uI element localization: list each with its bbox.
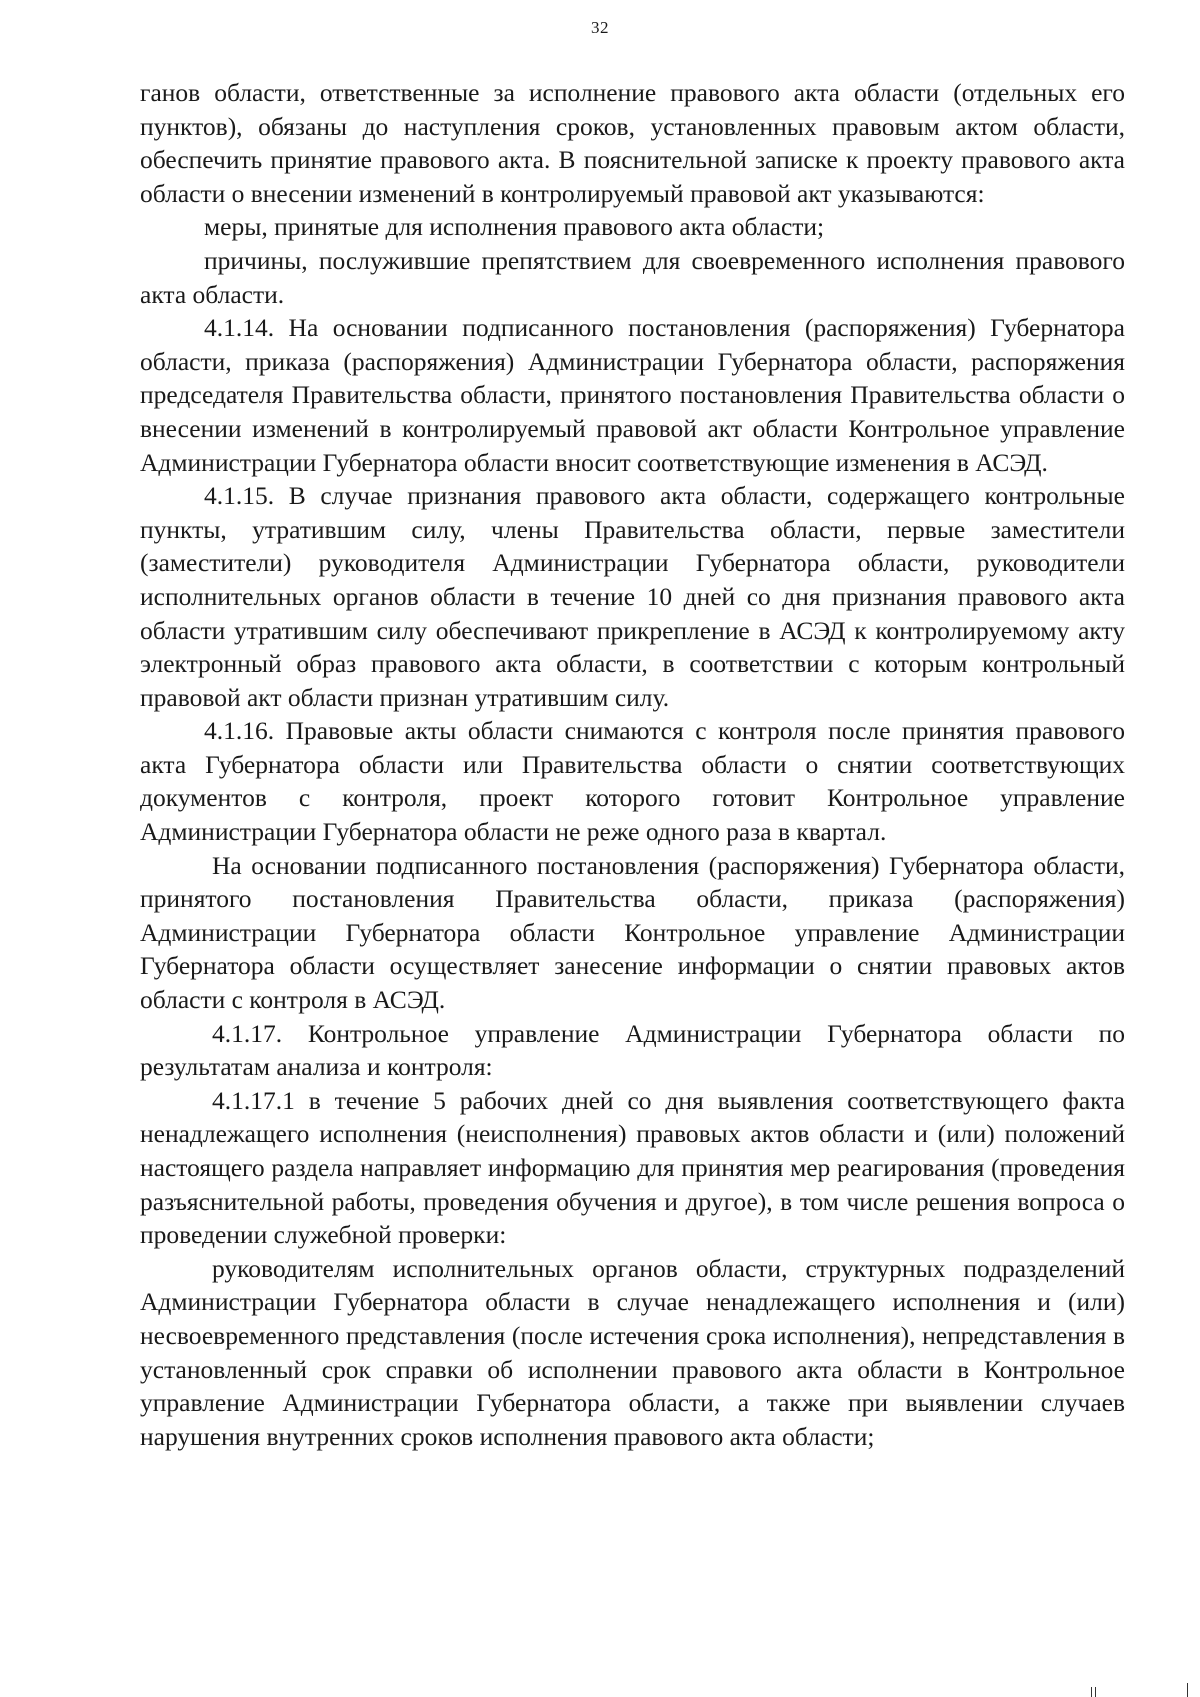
paragraph-recipients: руководителям исполнительных органов области, структурных подразделений Администрации Губернатора области в случае ненадлежащего исполнения и (или) несвоевременного представления (после истечения срока исполнения), непредставления в установленный срок справки об исполнении правового акта области в Контрольное управление Администрации Губернатора области, а также при выявлении случаев нарушения внутренних сроков исполнения правового акта области; bbox=[140, 1253, 1125, 1451]
scan-edge-mark bbox=[1091, 1687, 1092, 1697]
paragraph-list-item: причины, послужившие препятствием для своевременного исполнения правового акта области. bbox=[140, 245, 1125, 309]
paragraph-continuation: ганов области, ответственные за исполнение правового акта области (отдельных его пунктов), обязаны до наступления сроков, установленных правовым актом области, обеспечить принятие правового акта. В пояснительной записке к проекту правового акта области о внесении изменений в контролируемый правовой акт указываются: bbox=[140, 78, 1125, 208]
paragraph-clause-4-1-14: 4.1.14. На основании подписанного постановления (распоряжения) Губернатора области, приказа (распоряжения) Администрации Губернатора области, распоряжения председателя Правительства области, принятого постановления Правительства области о внесении изменений в контролируемый правовой акт области Контрольное управление Администрации Губернатора области вносит соответствующие изменения в АСЭД. bbox=[140, 313, 1125, 477]
scan-edge-mark bbox=[1187, 1683, 1188, 1697]
paragraph-list-item: меры, принятые для исполнения правового акта области; bbox=[204, 212, 825, 242]
paragraph-clause-4-1-16-cont: На основании подписанного постановления (распоряжения) Губернатора области, принятого постановления Правительства области, приказа (распоряжения) Администрации Губернатора области Контрольное управление Администрации Губернатора области осуществляет занесение информации о снятии правовых актов области с контроля в АСЭД. bbox=[140, 850, 1125, 1015]
paragraph-clause-4-1-17-1: 4.1.17.1 в течение 5 рабочих дней со дня выявления соответствующего факта ненадлежащего исполнения (неисполнения) правовых актов области и (или) положений настоящего раздела направляет информацию для принятия мер реагирования (проведения разъяснительной работы, проведения обучения и другое), в том числе решения вопроса о проведении служебной проверки: bbox=[140, 1085, 1125, 1250]
paragraph-clause-4-1-16: 4.1.16. Правовые акты области снимаются с контроля после принятия правового акта Губернатора области или Правительства области о снятии соответствующих документов с контроля, проект которого готовит Контрольное управление Администрации Губернатора области не реже одного раза в квартал. bbox=[140, 716, 1125, 847]
document-body bbox=[140, 76, 1125, 1453]
scan-edge-mark bbox=[1095, 1687, 1096, 1697]
page-number: 32 bbox=[591, 18, 609, 37]
paragraph-clause-4-1-15: 4.1.15. В случае признания правового акта области, содержащего контрольные пункты, утратившим силу, члены Правительства области, первые заместители (заместители) руководителя Администрации Губернатора области, руководители исполнительных органов области в течение 10 дней со дня признания правового акта области утратившим силу обеспечивают прикрепление в АСЭД к контролируемому акту электронный образ правового акта области, в соответствии с которым контрольный правовой акт области признан утратившим силу. bbox=[140, 481, 1125, 712]
paragraph-clause-4-1-17: 4.1.17. Контрольное управление Администрации Губернатора области по результатам анализа и контроля: bbox=[140, 1018, 1125, 1082]
